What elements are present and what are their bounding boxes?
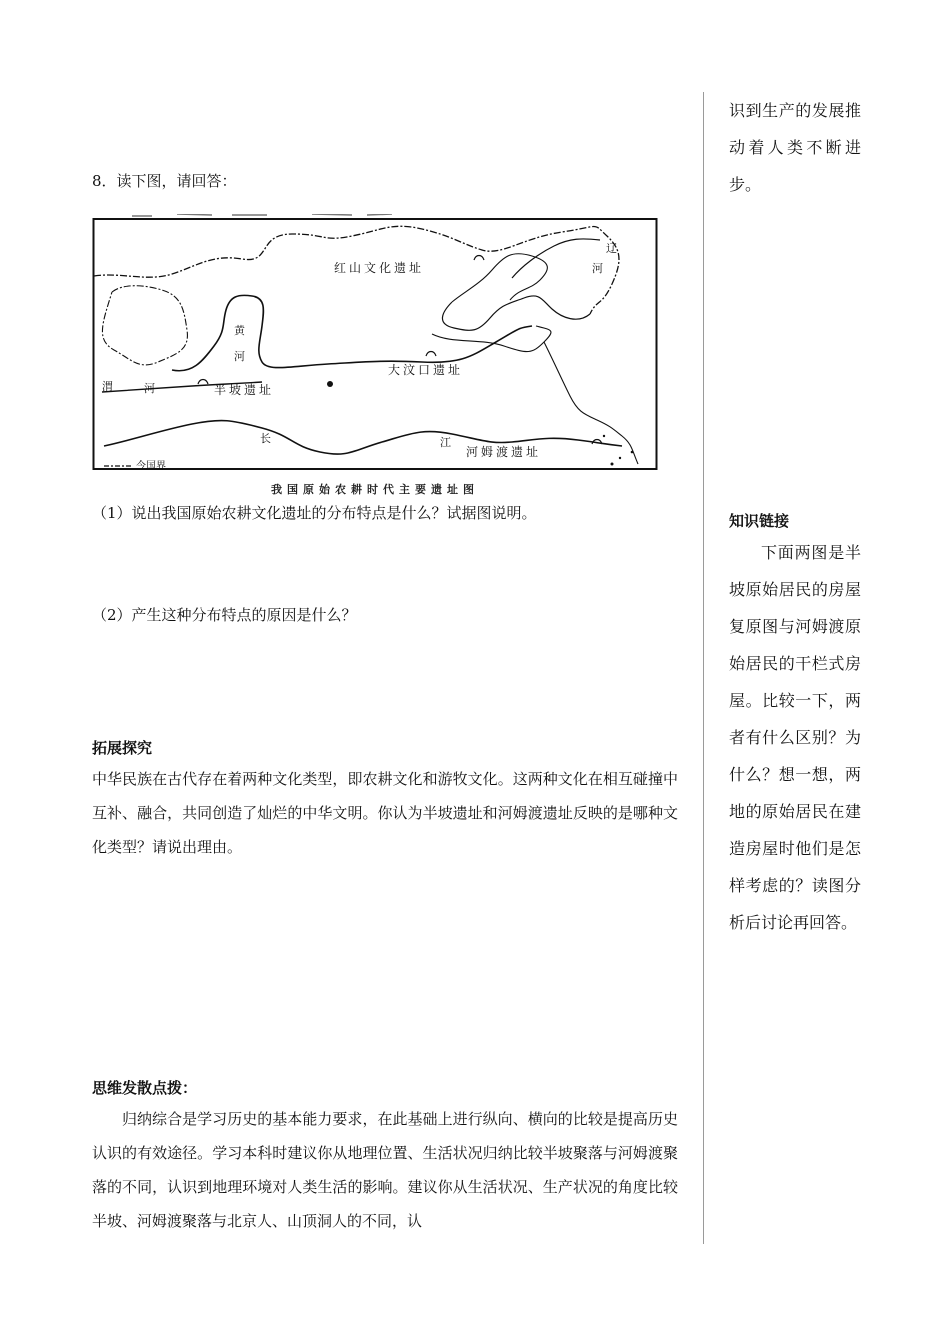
label-banpo: 半坡遗址 [214, 383, 275, 397]
label-he2: 河 [144, 382, 155, 395]
sub-question-1: （1）说出我国原始农耕文化遗址的分布特点是什么？试据图说明。 [92, 504, 537, 522]
expand-heading: 拓展探究 [92, 739, 153, 757]
legend-label: 今国界 [136, 461, 166, 472]
label-huang: 黄 [234, 324, 245, 337]
thinking-body: 归纳综合是学习历史的基本能力要求，在此基础上进行纵向、横向的比较是提高历史认识的有效途径。学习本科时建议你从地理位置、生活状况归纳比较半坡聚落与河姆渡聚落的不同，认识到地理环境对人类生活的影响。建议你从生活状况、生产状况的角度比较半坡、河姆渡聚落与北京人、山顶洞人的不同，认 [92, 1110, 678, 1230]
map-caption: 我国原始农耕时代主要遗址图 [271, 483, 479, 496]
label-hongshan: 红山文化遗址 [334, 261, 425, 275]
neolithic-sites-map [92, 214, 658, 472]
knowledge-heading: 知识链接 [729, 512, 790, 530]
map-frame [94, 219, 657, 469]
label-jiang: 江 [440, 436, 451, 449]
knowledge-body: 下面两图是半坡原始居民的房屋复原图与河姆渡原始居民的干栏式房屋。比较一下，两者有什么区别？为什么？想一想，两地的原始居民在建造房屋时他们是怎样考虑的？读图分析后讨论再回答。 [729, 543, 861, 932]
label-wei: 渭 [102, 380, 113, 393]
column-divider [703, 92, 704, 1244]
label-he1: 河 [234, 350, 245, 363]
label-liao-he: 河 [592, 262, 603, 275]
sub-question-2: （2）产生这种分布特点的原因是什么？ [92, 606, 357, 624]
thinking-heading: 思维发散点拨： [92, 1079, 198, 1097]
label-dawenkou: 大汶口遗址 [388, 363, 464, 377]
label-liao-jiang: 辽 [606, 242, 617, 255]
expand-body: 中华民族在古代存在着两种文化类型，即农耕文化和游牧文化。这两种文化在相互碰撞中互补、融合，共同创造了灿烂的中华文明。你认为半坡遗址和河姆渡遗址反映的是哪种文化类型？请说出理由。 [92, 770, 678, 856]
label-chang: 长 [260, 432, 271, 445]
side-note-top: 识到生产的发展推动着人类不断进步。 [729, 101, 861, 194]
site-dot [327, 381, 333, 387]
label-hemudu: 河姆渡遗址 [466, 445, 542, 459]
question-8-prompt: 8．读下图，请回答： [92, 172, 237, 190]
